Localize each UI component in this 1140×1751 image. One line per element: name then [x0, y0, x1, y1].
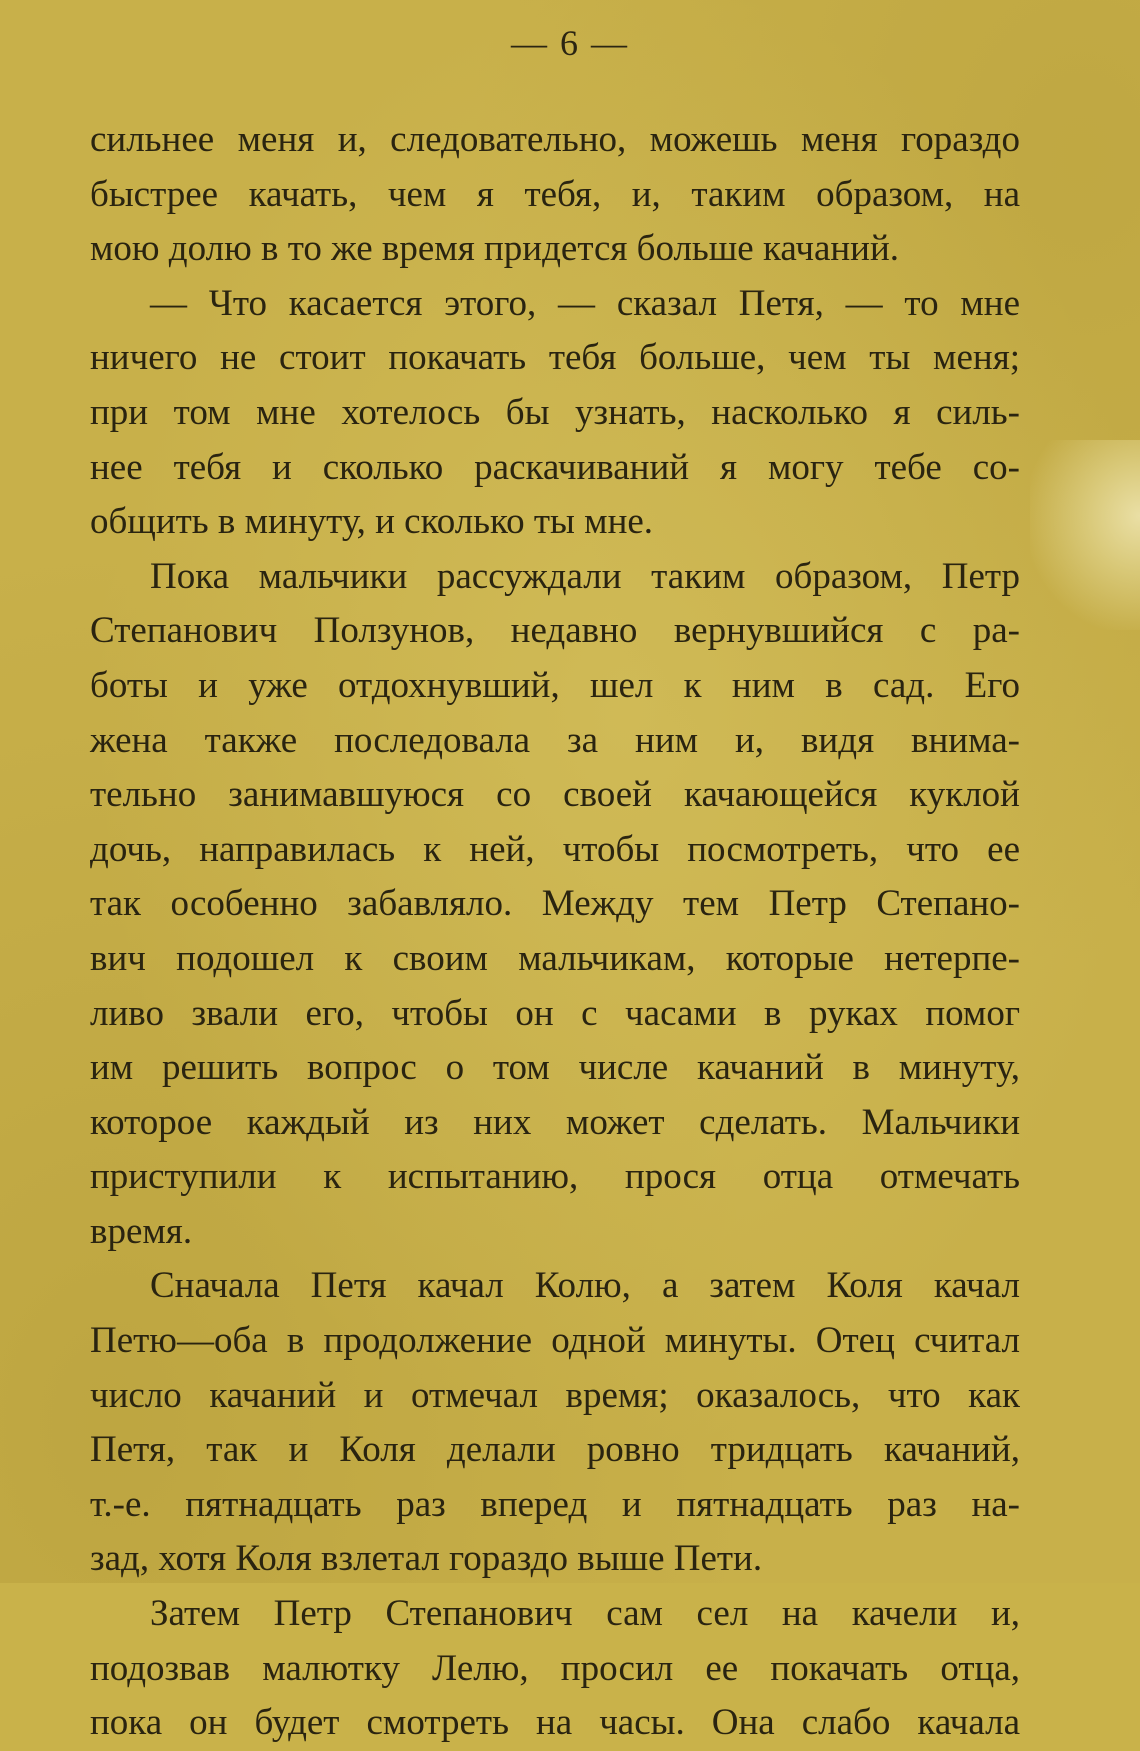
text-line: тельно занимавшуюся со своей качающейся куклой — [90, 774, 1020, 816]
text-line: так особенно забавляло. Между тем Петр Степано- — [90, 883, 1020, 925]
text-line: которое каждый из них может сделать. Мальчики — [90, 1101, 1020, 1143]
text-line: им решить вопрос о том числе качаний в минуту, — [90, 1047, 1020, 1089]
text-line: Степанович Ползунов, недавно вернувшийся с ра- — [90, 610, 1020, 652]
text-line: дочь, направилась к ней, чтобы посмотреть, что ее — [90, 828, 1020, 870]
text-line: зад, хотя Коля взлетал гораздо выше Пети. — [90, 1538, 763, 1580]
text-line: — Что касается этого, — сказал Петя, — то мне — [150, 282, 1020, 324]
text-line: нее тебя и сколько раскачиваний я могу тебе со- — [90, 446, 1020, 488]
text-line: Петя, так и Коля делали ровно тридцать качаний, — [90, 1429, 1020, 1471]
text-line: время. — [90, 1210, 193, 1252]
page-number: — 6 — — [511, 23, 629, 63]
text-line: ничего не стоит покачать тебя больше, чем ты меня; — [90, 337, 1020, 379]
text-line: быстрее качать, чем я тебя, и, таким образом, на — [90, 173, 1020, 215]
text-line: жена также последовала за ним и, видя внима- — [90, 719, 1020, 761]
text-line: при том мне хотелось бы узнать, насколько я силь- — [90, 391, 1020, 433]
text-line: вич подошел к своим мальчикам, которые нетерпе- — [90, 937, 1020, 979]
text-line: пока он будет смотреть на часы. Она слабо качала — [90, 1702, 1020, 1744]
text-line: приступили к испытанию, прося отца отмечать — [90, 1156, 1020, 1198]
text-line: число качаний и отмечал время; оказалось, что как — [90, 1374, 1020, 1416]
paper-stain — [1030, 440, 1140, 630]
text-line: общить в минуту, и сколько ты мне. — [90, 501, 654, 543]
text-line: боты и уже отдохнувший, шел к ним в сад. Его — [90, 664, 1020, 706]
text-line: мою долю в то же время придется больше качаний. — [90, 228, 900, 270]
text-line: ливо звали его, чтобы он с часами в руках помог — [90, 992, 1020, 1034]
text-line: подозвав малютку Лелю, просил ее покачать отца, — [90, 1647, 1020, 1689]
text-line: Петю—оба в продолжение одной минуты. Отец считал — [90, 1320, 1020, 1362]
text-line: Затем Петр Степанович сам сел на качели и, — [150, 1593, 1020, 1635]
text-line: сильнее меня и, следовательно, можешь меня гораздо — [90, 119, 1020, 160]
text-line: т.-е. пятнадцать раз вперед и пятнадцать раз на- — [90, 1483, 1020, 1525]
text-line: Сначала Петя качал Колю, а затем Коля качал — [150, 1265, 1020, 1307]
text-line: Пока мальчики рассуждали таким образом, Петр — [150, 555, 1020, 597]
body-text — [90, 113, 1020, 1751]
